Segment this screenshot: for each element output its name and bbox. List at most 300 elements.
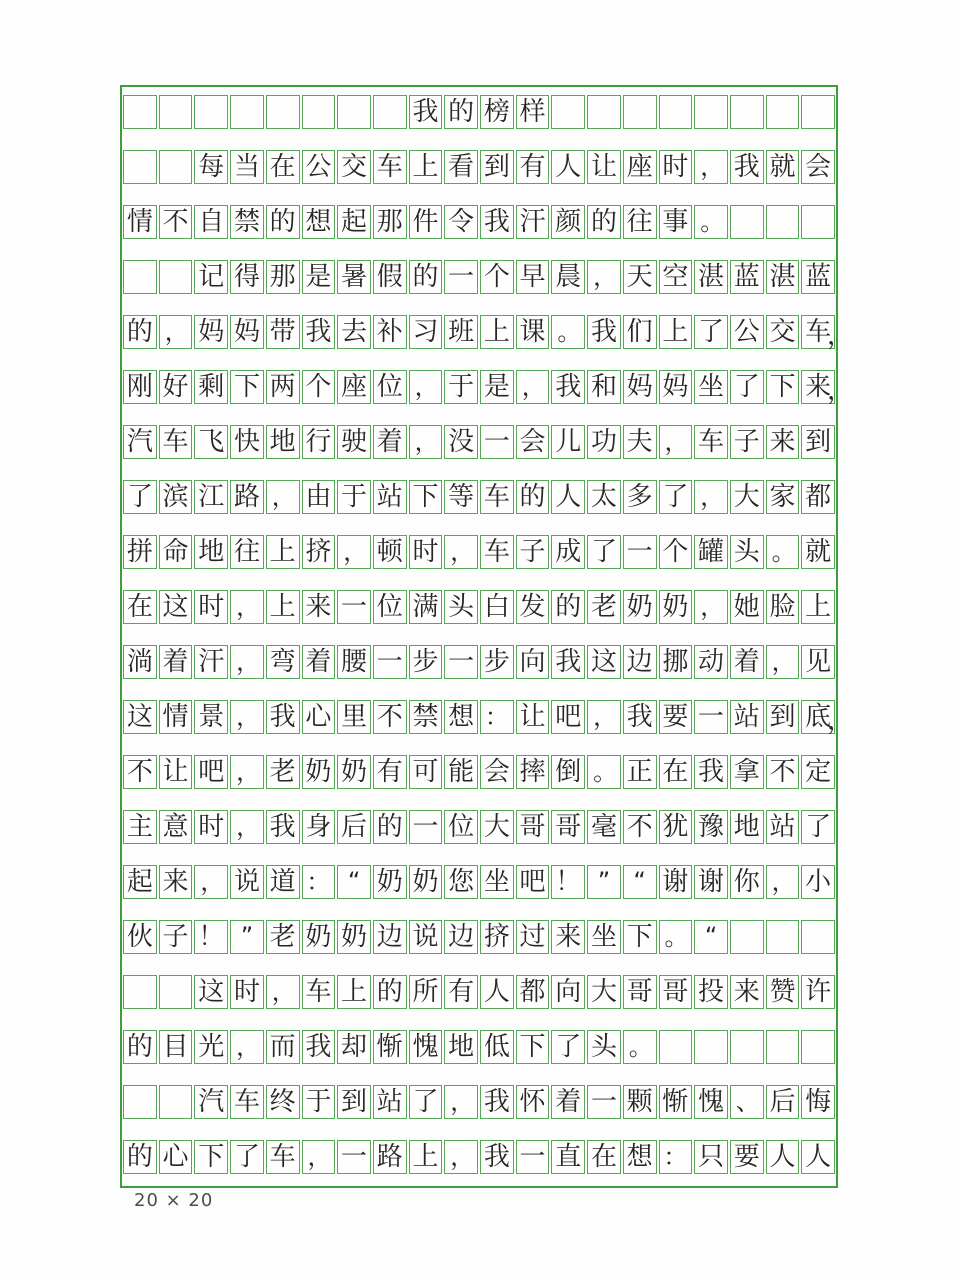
grid-row xyxy=(123,150,835,184)
grid-cell-character: 奶 xyxy=(302,920,336,954)
grid-cell-empty xyxy=(266,95,300,129)
grid-cell-character: ， xyxy=(659,425,693,459)
grid-cell-character: 上 xyxy=(266,590,300,624)
grid-cell-character: 不 xyxy=(373,700,407,734)
grid-cell-character: 我 xyxy=(266,700,300,734)
grid-cell-empty xyxy=(587,95,621,129)
grid-cell-character: 弯 xyxy=(266,645,300,679)
grid-cell-character: 汽 xyxy=(194,1085,228,1119)
grid-cell-character: 情 xyxy=(159,700,193,734)
grid-cell-character: 是 xyxy=(480,370,514,404)
grid-cell-character: 了 xyxy=(801,810,835,844)
grid-cell-character: 后 xyxy=(337,810,371,844)
grid-cell-character: 却 xyxy=(337,1030,371,1064)
grid-cell-character: 一 xyxy=(409,810,443,844)
grid-cell-character: 里 xyxy=(337,700,371,734)
grid-cell-character: ， xyxy=(266,975,300,1009)
grid-cell-character: 上 xyxy=(480,315,514,349)
grid-cell-character: 我 xyxy=(409,95,443,129)
grid-cell-character: 。 xyxy=(587,755,621,789)
grid-cell-character: 吧 xyxy=(551,700,585,734)
grid-cell-empty xyxy=(801,205,835,239)
grid-cell-character: 功 xyxy=(587,425,621,459)
grid-cell-character: 意 xyxy=(159,810,193,844)
grid-cell-character: 后 xyxy=(766,1085,800,1119)
grid-cell-character: ” xyxy=(230,920,264,954)
grid-cell-character: 这 xyxy=(159,590,193,624)
grid-cell-character: 坐 xyxy=(480,865,514,899)
grid-cell-character: 车 xyxy=(373,150,407,184)
grid-cell-character: 行 xyxy=(302,425,336,459)
grid-cell-character: 自 xyxy=(194,205,228,239)
grid-cell-character: 的 xyxy=(373,810,407,844)
grid-cell-character: 刚 xyxy=(123,370,157,404)
grid-cell-character: 说 xyxy=(230,865,264,899)
grid-cell-character: 事 xyxy=(659,205,693,239)
grid-cell-character: 个 xyxy=(480,260,514,294)
grid-cell-character: 低 xyxy=(480,1030,514,1064)
grid-cell-character: 地 xyxy=(730,810,764,844)
grid-cell-character: 到 xyxy=(337,1085,371,1119)
grid-cell-character: 假 xyxy=(373,260,407,294)
grid-cell-character: 下 xyxy=(766,370,800,404)
grid-cell-character: 奶 xyxy=(623,590,657,624)
grid-row xyxy=(123,535,835,569)
grid-cell-character: 一 xyxy=(516,1140,550,1174)
grid-cell-empty xyxy=(801,920,835,954)
grid-cell-character: 了 xyxy=(694,315,728,349)
grid-cell-character: 有 xyxy=(444,975,478,1009)
grid-cell-character: 来 xyxy=(302,590,336,624)
grid-cell-character: 时 xyxy=(659,150,693,184)
grid-cell-character: ： xyxy=(302,865,336,899)
grid-cell-character: 位 xyxy=(373,590,407,624)
grid-cell-character: 都 xyxy=(801,480,835,514)
grid-cell-character: 路 xyxy=(230,480,264,514)
grid-cell-character: 暑 xyxy=(337,260,371,294)
grid-cell-character: 会 xyxy=(480,755,514,789)
grid-row xyxy=(123,1140,835,1174)
grid-cell-character: 着 xyxy=(730,645,764,679)
grid-cell-empty xyxy=(337,95,371,129)
grid-cell-character: 奶 xyxy=(337,755,371,789)
grid-cell-character: 我 xyxy=(302,315,336,349)
grid-cell-character: 边 xyxy=(623,645,657,679)
grid-cell-empty xyxy=(766,1030,800,1064)
grid-cell-character: 公 xyxy=(730,315,764,349)
grid-cell-character: 下 xyxy=(409,480,443,514)
grid-cell-character: 车 xyxy=(230,1085,264,1119)
grid-cell-character: 一 xyxy=(623,535,657,569)
grid-cell-character: 老 xyxy=(266,920,300,954)
grid-cell-character: 下 xyxy=(194,1140,228,1174)
grid-cell-character: 我 xyxy=(266,810,300,844)
grid-cell-character: 令 xyxy=(444,205,478,239)
grid-cell-empty xyxy=(373,95,407,129)
grid-cell-empty xyxy=(730,1030,764,1064)
grid-cell-character: 车 xyxy=(480,480,514,514)
grid-cell-character: 时 xyxy=(194,590,228,624)
grid-row xyxy=(123,975,835,1009)
grid-cell-character: 人 xyxy=(480,975,514,1009)
grid-cell-character: 可 xyxy=(409,755,443,789)
grid-cell-character: 好 xyxy=(159,370,193,404)
grid-cell-empty xyxy=(159,95,193,129)
grid-cell-empty xyxy=(730,95,764,129)
grid-cell-character: 下 xyxy=(230,370,264,404)
grid-cell-empty xyxy=(123,260,157,294)
grid-cell-character: 边 xyxy=(444,920,478,954)
grid-row xyxy=(123,370,853,406)
grid-cell-character: 时 xyxy=(230,975,264,1009)
grid-cell-character: 吧 xyxy=(194,755,228,789)
grid-cell-character: 在 xyxy=(587,1140,621,1174)
grid-cell-character: 哥 xyxy=(623,975,657,1009)
grid-cell-character: 到 xyxy=(480,150,514,184)
grid-cell-character: 湛 xyxy=(766,260,800,294)
grid-cell-character: 哥 xyxy=(659,975,693,1009)
grid-cell-character: ， xyxy=(159,315,193,349)
grid-cell-character: 车 xyxy=(694,425,728,459)
grid-cell-character: 早 xyxy=(516,260,550,294)
grid-cell-character: 坐 xyxy=(587,920,621,954)
grid-cell-character: 的 xyxy=(551,590,585,624)
grid-cell-character: 这 xyxy=(123,700,157,734)
grid-cell-empty xyxy=(551,95,585,129)
grid-cell-character: 着 xyxy=(373,425,407,459)
grid-cell-empty xyxy=(194,95,228,129)
grid-cell-character: 成 xyxy=(551,535,585,569)
grid-cell-character: 一 xyxy=(373,645,407,679)
grid-cell-character: 人 xyxy=(551,480,585,514)
grid-cell-character: 那 xyxy=(266,260,300,294)
grid-cell-character: 就 xyxy=(766,150,800,184)
grid-cell-character: 向 xyxy=(551,975,585,1009)
grid-cell-character: 老 xyxy=(587,590,621,624)
grid-cell-character: 太 xyxy=(587,480,621,514)
grid-cell-empty xyxy=(123,975,157,1009)
grid-cell-character: 她 xyxy=(730,590,764,624)
grid-cell-character: 大 xyxy=(480,810,514,844)
grid-cell-character: 着 xyxy=(302,645,336,679)
grid-cell-character: 时 xyxy=(194,810,228,844)
grid-cell-character: 伙 xyxy=(123,920,157,954)
grid-cell-character: 情 xyxy=(123,205,157,239)
grid-cell-character: 挤 xyxy=(302,535,336,569)
grid-cell-character: 我 xyxy=(623,700,657,734)
grid-cell-character: 谢 xyxy=(659,865,693,899)
grid-cell-character: 头 xyxy=(730,535,764,569)
grid-cell-character: 上 xyxy=(337,975,371,1009)
grid-cell-character: 倒 xyxy=(551,755,585,789)
grid-cell-empty xyxy=(659,95,693,129)
grid-cell-character: 妈 xyxy=(623,370,657,404)
grid-cell-character: 的 xyxy=(444,95,478,129)
grid-cell-character: 许 xyxy=(801,975,835,1009)
grid-cell-character: 拼 xyxy=(123,535,157,569)
grid-cell-empty xyxy=(159,975,193,1009)
grid-cell-character: 头 xyxy=(444,590,478,624)
grid-cell-character: 。 xyxy=(659,920,693,954)
grid-cell-character: 站 xyxy=(766,810,800,844)
grid-cell-character: 了 xyxy=(659,480,693,514)
grid-cell-character: ， xyxy=(230,590,264,624)
grid-cell-character: 妈 xyxy=(194,315,228,349)
grid-cell-character: 目 xyxy=(159,1030,193,1064)
grid-cell-character: ， xyxy=(194,865,228,899)
grid-cell-character: 来 xyxy=(801,370,835,404)
grid-cell-character: 谢 xyxy=(694,865,728,899)
grid-cell-character: 颜 xyxy=(551,205,585,239)
grid-cell-character: 是 xyxy=(302,260,336,294)
grid-cell-character: 没 xyxy=(444,425,478,459)
grid-cell-character: 身 xyxy=(302,810,336,844)
grid-row xyxy=(123,920,835,954)
grid-cell-character: 子 xyxy=(516,535,550,569)
grid-cell-character: ” xyxy=(587,865,621,899)
grid-cell-character: 的 xyxy=(409,260,443,294)
grid-cell-character: 景 xyxy=(194,700,228,734)
grid-cell-character: 直 xyxy=(551,1140,585,1174)
grid-cell-character: 座 xyxy=(623,150,657,184)
grid-cell-character: 了 xyxy=(551,1030,585,1064)
grid-cell-character: 脸 xyxy=(766,590,800,624)
grid-cell-character: 命 xyxy=(159,535,193,569)
grid-cell-character: 顿 xyxy=(373,535,407,569)
grid-cell-character: 大 xyxy=(730,480,764,514)
grid-cell-empty xyxy=(659,1030,693,1064)
grid-cell-character: 下 xyxy=(623,920,657,954)
grid-cell-character: 当 xyxy=(230,150,264,184)
grid-cell-character: 位 xyxy=(444,810,478,844)
grid-cell-character: 去 xyxy=(337,315,371,349)
grid-cell-empty xyxy=(766,920,800,954)
grid-cell-character: 向 xyxy=(516,645,550,679)
grid-cell-character: 摔 xyxy=(516,755,550,789)
grid-cell-character: 妈 xyxy=(230,315,264,349)
grid-cell-character: 。 xyxy=(766,535,800,569)
grid-cell-character: 愧 xyxy=(694,1085,728,1119)
grid-cell-character: 车 xyxy=(266,1140,300,1174)
grid-cell-character: 惭 xyxy=(373,1030,407,1064)
grid-cell-character: 等 xyxy=(444,480,478,514)
grid-cell-character: 这 xyxy=(194,975,228,1009)
grid-cell-character: 一 xyxy=(444,260,478,294)
grid-cell-character: 我 xyxy=(730,150,764,184)
grid-cell-character: 多 xyxy=(623,480,657,514)
grid-cell-character: 于 xyxy=(337,480,371,514)
grid-cell-character: 交 xyxy=(766,315,800,349)
grid-cell-character: 我 xyxy=(480,1085,514,1119)
grid-cell-character: 座 xyxy=(337,370,371,404)
grid-cell-character: ： xyxy=(659,1140,693,1174)
grid-cell-character: ， xyxy=(337,535,371,569)
grid-cell-character: 都 xyxy=(516,975,550,1009)
grid-cell-character: 妈 xyxy=(659,370,693,404)
grid-cell-character: 禁 xyxy=(230,205,264,239)
grid-cell-character: ， xyxy=(444,535,478,569)
grid-cell-character: 动 xyxy=(694,645,728,679)
grid-cell-empty xyxy=(159,150,193,184)
grid-cell-character: 你 xyxy=(730,865,764,899)
grid-row xyxy=(123,810,835,844)
grid-cell-character: 步 xyxy=(480,645,514,679)
grid-cell-character: 赞 xyxy=(766,975,800,1009)
grid-cell-character: 了 xyxy=(587,535,621,569)
grid-cell-character: 道 xyxy=(266,865,300,899)
grid-cell-character: 我 xyxy=(551,645,585,679)
grid-row xyxy=(123,1030,835,1064)
grid-cell-character: 人 xyxy=(551,150,585,184)
grid-cell-character: 光 xyxy=(194,1030,228,1064)
grid-row xyxy=(123,755,835,789)
grid-cell-character: 记 xyxy=(194,260,228,294)
grid-row xyxy=(123,1085,835,1119)
grid-cell-character: 毫 xyxy=(587,810,621,844)
grid-cell-character: 我 xyxy=(480,1140,514,1174)
grid-cell-character: 天 xyxy=(623,260,657,294)
grid-cell-character: 件 xyxy=(409,205,443,239)
grid-cell-character: ， xyxy=(230,810,264,844)
grid-cell-character: 投 xyxy=(694,975,728,1009)
grid-cell-character: 奶 xyxy=(302,755,336,789)
grid-cell-character: 和 xyxy=(587,370,621,404)
grid-cell-character: ， xyxy=(266,480,300,514)
grid-cell-character: ， xyxy=(409,370,443,404)
grid-cell-character: 们 xyxy=(623,315,657,349)
grid-cell-character: 想 xyxy=(302,205,336,239)
grid-cell-character: 榜 xyxy=(480,95,514,129)
grid-cell-character: 头 xyxy=(587,1030,621,1064)
grid-cell-character: 一 xyxy=(587,1085,621,1119)
grid-cell-character: 往 xyxy=(230,535,264,569)
grid-cell-character: 了 xyxy=(409,1085,443,1119)
grid-size-label: 20 × 20 xyxy=(134,1190,214,1211)
grid-cell-character: 悔 xyxy=(801,1085,835,1119)
grid-cell-character: 空 xyxy=(659,260,693,294)
grid-cell-character: 您 xyxy=(444,865,478,899)
grid-cell-character: 来 xyxy=(159,865,193,899)
grid-cell-character: 哥 xyxy=(516,810,550,844)
grid-cell-character: 的 xyxy=(123,1030,157,1064)
grid-cell-character: 子 xyxy=(730,425,764,459)
grid-cell-character: 地 xyxy=(266,425,300,459)
grid-cell-empty xyxy=(123,1085,157,1119)
grid-cell-character: 有 xyxy=(516,150,550,184)
grid-cell-character: 站 xyxy=(373,1085,407,1119)
grid-cell-character: 站 xyxy=(373,480,407,514)
grid-row xyxy=(123,645,835,679)
grid-cell-character: 地 xyxy=(194,535,228,569)
grid-cell-character: 于 xyxy=(302,1085,336,1119)
grid-cell-character: 由 xyxy=(302,480,336,514)
grid-cell-character: 在 xyxy=(266,150,300,184)
grid-cell-character: ， xyxy=(694,480,728,514)
grid-cell-character: ！ xyxy=(194,920,228,954)
grid-cell-character: 想 xyxy=(623,1140,657,1174)
grid-row xyxy=(123,260,835,294)
grid-row xyxy=(123,590,835,624)
grid-cell-character: 到 xyxy=(801,425,835,459)
grid-cell-character: 得 xyxy=(230,260,264,294)
grid-cell-character: 起 xyxy=(123,865,157,899)
grid-cell-character: 带 xyxy=(266,315,300,349)
grid-cell-character: 快 xyxy=(230,425,264,459)
grid-cell-character: 人 xyxy=(801,1140,835,1174)
grid-cell-character: 发 xyxy=(516,590,550,624)
grid-cell-character: 滨 xyxy=(159,480,193,514)
grid-cell-character: 上 xyxy=(409,150,443,184)
grid-cell-character: 豫 xyxy=(694,810,728,844)
grid-cell-character: 一 xyxy=(694,700,728,734)
grid-cell-character: 要 xyxy=(659,700,693,734)
grid-cell-character: 心 xyxy=(159,1140,193,1174)
grid-cell-character: ， xyxy=(516,370,550,404)
grid-cell-character: 腰 xyxy=(337,645,371,679)
grid-cell-character: 挪 xyxy=(659,645,693,679)
grid-cell-character: 主 xyxy=(123,810,157,844)
grid-cell-character: 愧 xyxy=(409,1030,443,1064)
grid-cell-empty xyxy=(230,95,264,129)
grid-cell-character: 这 xyxy=(587,645,621,679)
grid-cell-character: 让 xyxy=(587,150,621,184)
grid-cell-empty xyxy=(801,95,835,129)
grid-cell-character: 、 xyxy=(730,1085,764,1119)
grid-cell-character: 奶 xyxy=(337,920,371,954)
grid-cell-character: 奶 xyxy=(373,865,407,899)
grid-cell-character: 夫 xyxy=(623,425,657,459)
grid-cell-character: 公 xyxy=(302,150,336,184)
grid-cell-character: 有 xyxy=(373,755,407,789)
grid-cell-character: 过 xyxy=(516,920,550,954)
grid-cell-character: 的 xyxy=(516,480,550,514)
grid-cell-character: 每 xyxy=(194,150,228,184)
grid-cell-character: 步 xyxy=(409,645,443,679)
grid-row xyxy=(123,425,835,459)
grid-cell-character: 看 xyxy=(444,150,478,184)
grid-cell-character: 罐 xyxy=(694,535,728,569)
grid-cell-character: 了 xyxy=(123,480,157,514)
grid-cell-character: 不 xyxy=(623,810,657,844)
grid-cell-character: 拿 xyxy=(730,755,764,789)
grid-cell-character: ， xyxy=(444,1085,478,1119)
grid-cell-character: 剩 xyxy=(194,370,228,404)
grid-cell-character: 地 xyxy=(444,1030,478,1064)
grid-cell-character: 了 xyxy=(730,370,764,404)
grid-cell-character: 路 xyxy=(373,1140,407,1174)
grid-cell-character: 一 xyxy=(444,645,478,679)
grid-cell-character: 。 xyxy=(694,205,728,239)
grid-cell-character: 车 xyxy=(302,975,336,1009)
grid-cell-character: 上 xyxy=(409,1140,443,1174)
grid-cell-character: 站 xyxy=(730,700,764,734)
grid-cell-empty xyxy=(766,205,800,239)
grid-cell-character: 在 xyxy=(659,755,693,789)
grid-cell-character: 人 xyxy=(766,1140,800,1174)
grid-cell-character: 两 xyxy=(266,370,300,404)
grid-cell-character: 奶 xyxy=(409,865,443,899)
grid-cell-character: 颗 xyxy=(623,1085,657,1119)
grid-cell-character: 不 xyxy=(159,205,193,239)
grid-cell-character: 。 xyxy=(623,1030,657,1064)
grid-row xyxy=(123,95,835,129)
grid-cell-character: 儿 xyxy=(551,425,585,459)
grid-cell-character: 白 xyxy=(480,590,514,624)
grid-cell-character: 下 xyxy=(516,1030,550,1064)
grid-cell-character: 样 xyxy=(516,95,550,129)
grid-cell-character: 定 xyxy=(801,755,835,789)
grid-cell-character: 个 xyxy=(302,370,336,404)
